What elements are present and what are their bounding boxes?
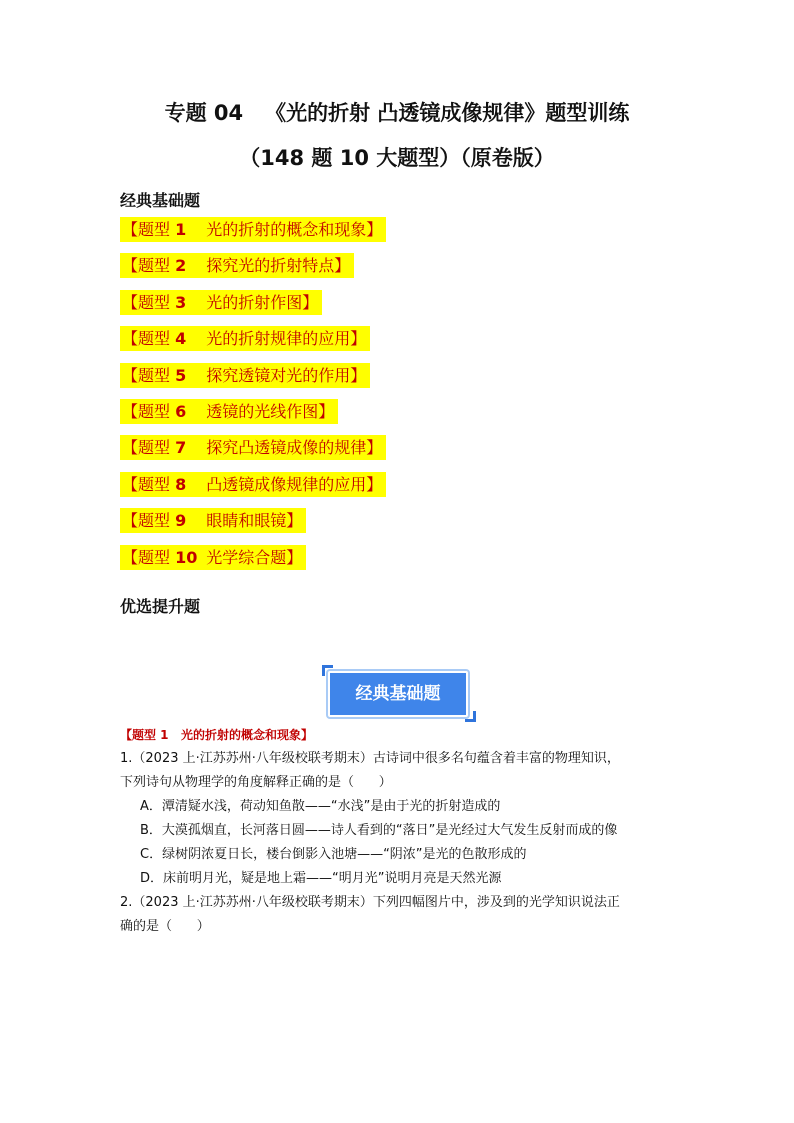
toc-item-highlight[interactable] bbox=[120, 545, 306, 570]
toc-item-label: 光学综合题】 bbox=[206, 547, 303, 567]
toc-item-number: 10 bbox=[175, 547, 198, 567]
toc-item[interactable] bbox=[120, 290, 386, 326]
toc-item[interactable] bbox=[120, 472, 386, 508]
toc-item-prefix: 【题型 bbox=[122, 220, 171, 239]
question-type-heading: 【题型 1 光的折射的概念和现象】 bbox=[120, 728, 314, 742]
toc-item-prefix: 【题型 bbox=[122, 474, 171, 494]
toc-item-label: 探究凸透镜成像的规律】 bbox=[206, 438, 383, 458]
table-of-contents bbox=[120, 217, 386, 581]
section-heading-basic: 经典基础题 bbox=[120, 191, 201, 210]
toc-item[interactable] bbox=[120, 217, 386, 253]
toc-item-highlight[interactable] bbox=[120, 399, 338, 424]
toc-item-prefix: 【题型 bbox=[122, 256, 171, 276]
section-heading-advanced: 优选提升题 bbox=[120, 597, 201, 616]
toc-item-number: 4 bbox=[175, 329, 187, 349]
title-line-1: 专题 04 《光的折射 凸透镜成像规律》题型训练 bbox=[164, 101, 630, 125]
toc-item-prefix: 【题型 bbox=[122, 401, 171, 421]
toc-item[interactable] bbox=[120, 326, 386, 362]
toc-item-highlight[interactable] bbox=[120, 435, 386, 460]
toc-item-prefix: 【题型 bbox=[122, 511, 171, 531]
question-2-stem-line-2: 确的是（ ） bbox=[120, 919, 210, 934]
question-1-option-b[interactable]: B．大漠孤烟直，长河落日圆——诗人看到的“落日”是光经过大气发生反射而成的像 bbox=[140, 823, 618, 838]
toc-item-highlight[interactable] bbox=[120, 363, 370, 388]
toc-item-prefix: 【题型 bbox=[122, 547, 171, 567]
toc-item-number: 2 bbox=[175, 256, 187, 276]
toc-item-prefix: 【题型 bbox=[122, 329, 171, 349]
toc-item-highlight[interactable] bbox=[120, 290, 322, 315]
toc-item-number: 6 bbox=[175, 401, 187, 421]
toc-item-label: 透镜的光线作图】 bbox=[206, 401, 335, 421]
toc-item[interactable] bbox=[120, 435, 386, 471]
toc-item-number: 9 bbox=[175, 511, 187, 531]
toc-item[interactable] bbox=[120, 508, 386, 544]
toc-item[interactable] bbox=[120, 363, 386, 399]
question-2-stem-line-1: 2.（2023 上·江苏苏州·八年级校联考期末）下列四幅图片中，涉及到的光学知识说法正 bbox=[120, 895, 620, 910]
toc-item[interactable] bbox=[120, 253, 386, 289]
toc-item-label: 探究透镜对光的作用】 bbox=[206, 365, 367, 385]
question-1-option-a[interactable]: A．潭清疑水浅，荷动知鱼散——“水浅”是由于光的折射造成的 bbox=[140, 799, 501, 814]
toc-item-number: 3 bbox=[175, 292, 187, 312]
toc-item[interactable] bbox=[120, 399, 386, 435]
question-1-option-c[interactable]: C．绿树阴浓夏日长，楼台倒影入池塘——“阴浓”是光的色散形成的 bbox=[140, 847, 527, 862]
toc-item-number: 7 bbox=[175, 438, 187, 458]
toc-item-number: 1 bbox=[175, 220, 187, 239]
toc-item-number: 8 bbox=[175, 474, 187, 494]
toc-item-prefix: 【题型 bbox=[122, 438, 171, 458]
toc-item-highlight[interactable] bbox=[120, 508, 306, 533]
toc-item-number: 5 bbox=[175, 365, 187, 385]
toc-item-highlight[interactable] bbox=[120, 472, 386, 497]
toc-item-label: 光的折射作图】 bbox=[206, 292, 319, 312]
title-line-2: （148 题 10 大题型）（原卷版） bbox=[239, 146, 555, 170]
toc-item-label: 探究光的折射特点】 bbox=[206, 256, 351, 276]
toc-item-highlight[interactable] bbox=[120, 253, 354, 278]
toc-item-label: 光的折射的概念和现象】 bbox=[206, 220, 383, 239]
toc-item-highlight[interactable] bbox=[120, 217, 386, 242]
question-1-stem-line-1: 1.（2023 上·江苏苏州·八年级校联考期末）古诗词中很多名句蕴含着丰富的物理知识， bbox=[120, 751, 620, 766]
question-1-option-d[interactable]: D．床前明月光，疑是地上霜——“明月光”说明月亮是天然光源 bbox=[140, 871, 502, 886]
badge-corner-decoration bbox=[465, 711, 476, 722]
toc-item[interactable] bbox=[120, 545, 386, 581]
toc-item-prefix: 【题型 bbox=[122, 365, 171, 385]
toc-item-label: 凸透镜成像规律的应用】 bbox=[206, 474, 383, 494]
section-badge-label: 经典基础题 bbox=[328, 671, 468, 717]
question-1-stem-line-2: 下列诗句从物理学的角度解释正确的是（ ） bbox=[120, 775, 392, 790]
toc-item-label: 光的折射规律的应用】 bbox=[206, 329, 367, 349]
section-badge bbox=[328, 667, 470, 718]
toc-item-prefix: 【题型 bbox=[122, 292, 171, 312]
toc-item-label: 眼睛和眼镜】 bbox=[206, 511, 303, 531]
toc-item-highlight[interactable] bbox=[120, 326, 370, 351]
